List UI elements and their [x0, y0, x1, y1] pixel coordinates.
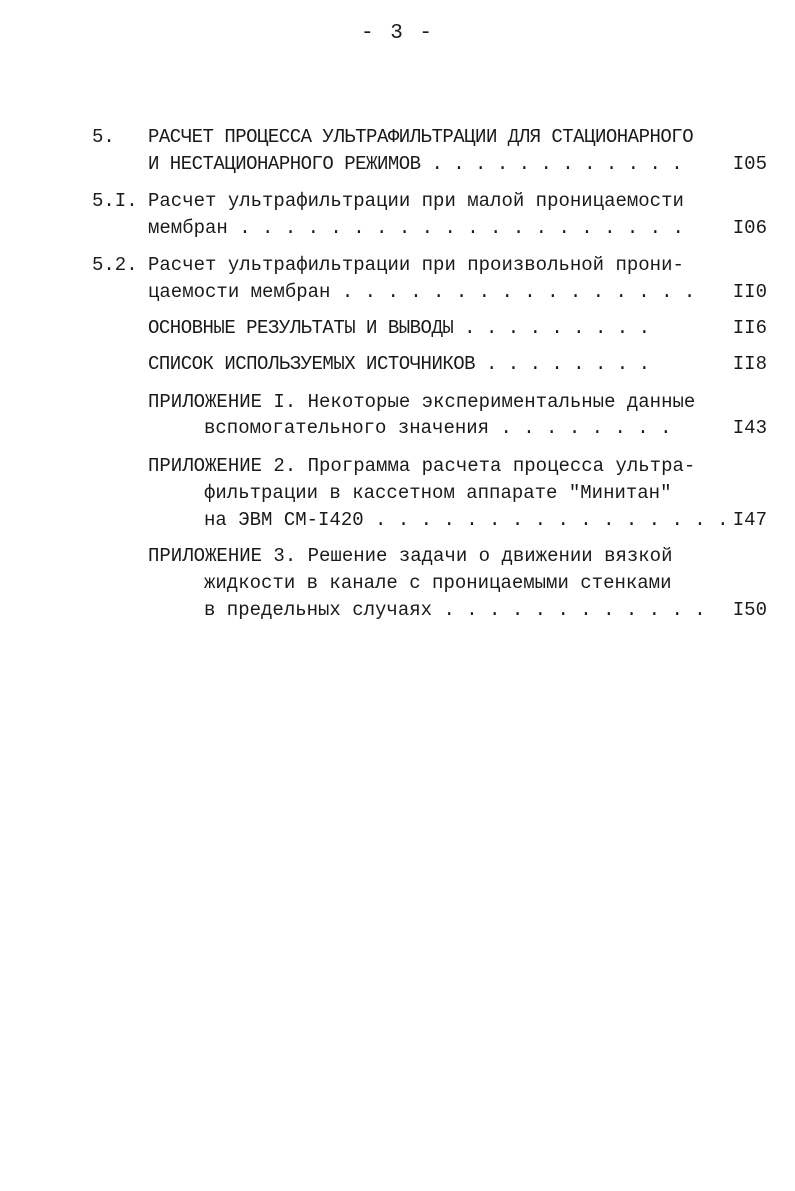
toc-entry-5-title-line1: РАСЧЕТ ПРОЦЕССА УЛЬТРАФИЛЬТРАЦИИ ДЛЯ СТАЦИОНАРНОГО	[148, 126, 694, 148]
toc-appendix-1-page: I43	[732, 417, 767, 439]
toc-entry-5-number: 5.	[92, 126, 115, 148]
toc-entry-5-2-title-line2: цаемости мембран . . . . . . . . . . . . . . . .	[148, 281, 696, 303]
toc-appendix-3-page: I50	[732, 599, 767, 621]
toc-entry-5-2-title-line1: Расчет ультрафильтрации при произвольной прони-	[148, 254, 684, 276]
toc-appendix-1-title-line2: вспомогательного значения . . . . . . . .	[204, 417, 672, 439]
toc-entry-5-1-number: 5.I.	[92, 190, 138, 212]
toc-entry-5-1-title-line1: Расчет ультрафильтрации при малой проницаемости	[148, 190, 684, 212]
toc-appendix-2-title-line1: ПРИЛОЖЕНИЕ 2. Программа расчета процесса ультра-	[148, 455, 696, 477]
toc-entry-5-2-number: 5.2.	[92, 254, 138, 276]
toc-appendix-3-title-line2: жидкости в канале с проницаемыми стенками	[204, 572, 672, 594]
toc-entry-5-2-page: II0	[732, 281, 767, 303]
toc-appendix-3-title-line1: ПРИЛОЖЕНИЕ 3. Решение задачи о движении вязкой	[148, 545, 673, 567]
toc-entry-results-title: ОСНОВНЫЕ РЕЗУЛЬТАТЫ И ВЫВОДЫ . . . . . . . . .	[148, 317, 650, 339]
toc-appendix-3-title-line3: в предельных случаях . . . . . . . . . . . .	[204, 599, 706, 621]
toc-entry-sources-page: II8	[732, 353, 767, 375]
toc-appendix-2-title-line3: на ЭВМ СМ-I420 . . . . . . . . . . . . . . . .	[204, 509, 729, 531]
toc-entry-5-title-line2: И НЕСТАЦИОНАРНОГО РЕЖИМОВ . . . . . . . . . . . .	[148, 153, 683, 175]
toc-entry-sources-title: СПИСОК ИСПОЛЬЗУЕМЫХ ИСТОЧНИКОВ . . . . . . . .	[148, 353, 650, 375]
toc-entry-results-page: II6	[732, 317, 767, 339]
toc-entry-5-1-title-line2: мембран . . . . . . . . . . . . . . . . . . . .	[148, 217, 684, 239]
toc-entry-5-1-page: I06	[732, 217, 767, 239]
toc-entry-5-page: I05	[732, 153, 767, 175]
page-number: - 3 -	[360, 22, 434, 45]
toc-appendix-1-title-line1: ПРИЛОЖЕНИЕ I. Некоторые экспериментальные данные	[148, 391, 696, 413]
toc-appendix-2-page: I47	[732, 509, 767, 531]
toc-appendix-2-title-line2: фильтрации в кассетном аппарате "Минитан"	[204, 482, 672, 504]
